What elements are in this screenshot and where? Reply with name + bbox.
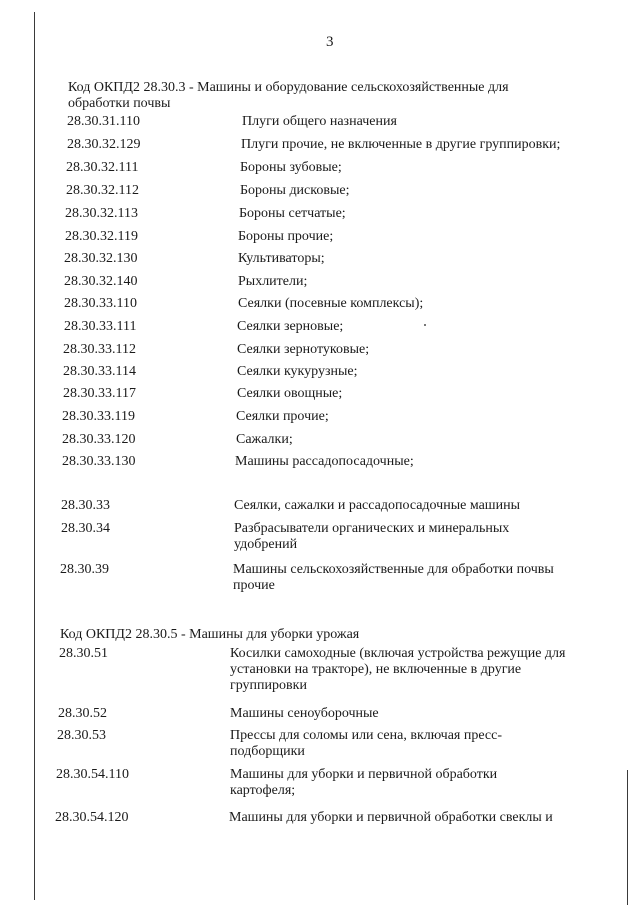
item-description: Культиваторы; (238, 251, 325, 266)
item-description: Сеялки кукурузные; (237, 364, 358, 379)
item-description: Прессы для соломы или сена, включая пресс-подборщики (230, 728, 503, 759)
item-description: Сеялки зернотуковые; (237, 342, 370, 357)
item-description: Машины для уборки и первичной обработки картофеля; (230, 767, 498, 798)
item-description: Машины рассадопосадочные; (235, 454, 414, 469)
item-description: Сеялки овощные; (237, 386, 343, 401)
item-description: Машины сельскохозяйственные для обработки почвы прочие (233, 562, 554, 593)
okpd-code: 28.30.54.110 (56, 767, 129, 782)
okpd-code: 28.30.34 (61, 521, 110, 536)
item-description: Бороны сетчатые; (239, 206, 346, 221)
okpd-code: 28.30.31.110 (67, 114, 140, 129)
item-description: Бороны дисковые; (240, 183, 350, 198)
okpd-code: 28.30.32.130 (64, 251, 138, 266)
section-heading: Код ОКПД2 28.30.5 - Машины для уборки урожая (60, 627, 360, 642)
section-heading-line: обработки почвы (68, 96, 171, 111)
okpd-code: 28.30.33.114 (63, 364, 136, 379)
okpd-code: 28.30.33.130 (62, 454, 136, 469)
item-description: Плуги прочие, не включенные в другие группировки; (241, 137, 561, 152)
left-margin-line (34, 12, 35, 900)
okpd-code: 28.30.53 (57, 728, 106, 743)
okpd-code: 28.30.52 (58, 706, 107, 721)
item-description: Сеялки прочие; (236, 409, 329, 424)
okpd-code: 28.30.32.111 (66, 160, 139, 175)
item-description: Сажалки; (236, 432, 293, 447)
right-margin-line (627, 770, 628, 905)
okpd-code: 28.30.33.117 (63, 386, 136, 401)
item-description: Сеялки (посевные комплексы); (238, 296, 424, 311)
item-description: Косилки самоходные (включая устройства режущие для установки на тракторе), не включенные в другие группировки (230, 646, 566, 693)
okpd-code: 28.30.33.120 (62, 432, 136, 447)
okpd-code: 28.30.32.113 (65, 206, 138, 221)
item-description: Сеялки зерновые; (237, 319, 344, 334)
item-description: Бороны зубовые; (240, 160, 342, 175)
item-description: Машины сеноуборочные (230, 706, 379, 721)
item-description: Плуги общего назначения (242, 114, 397, 129)
okpd-code: 28.30.32.119 (65, 229, 138, 244)
item-description: Разбрасыватели органических и минеральных удобрений (234, 521, 510, 552)
okpd-code: 28.30.33.112 (63, 342, 136, 357)
page-number: 3 (326, 34, 334, 50)
okpd-code: 28.30.32.129 (67, 137, 141, 152)
okpd-code: 28.30.33.110 (64, 296, 137, 311)
okpd-code: 28.30.39 (60, 562, 109, 577)
okpd-code: 28.30.51 (59, 646, 108, 661)
okpd-code: 28.30.54.120 (55, 810, 129, 825)
okpd-code: 28.30.33 (61, 498, 110, 513)
section-heading (68, 80, 509, 112)
section-heading-line: Код ОКПД2 28.30.3 - Машины и оборудование сельскохозяйственные для (68, 80, 509, 95)
item-description: Сеялки, сажалки и рассадопосадочные машины (234, 498, 520, 513)
okpd-code: 28.30.33.111 (64, 319, 137, 334)
okpd-code: 28.30.32.140 (64, 274, 138, 289)
item-description: Рыхлители; (238, 274, 308, 289)
item-description: Машины для уборки и первичной обработки свеклы и (229, 810, 553, 825)
okpd-code: 28.30.32.112 (66, 183, 139, 198)
item-description: Бороны прочие; (238, 229, 334, 244)
okpd-code: 28.30.33.119 (62, 409, 135, 424)
